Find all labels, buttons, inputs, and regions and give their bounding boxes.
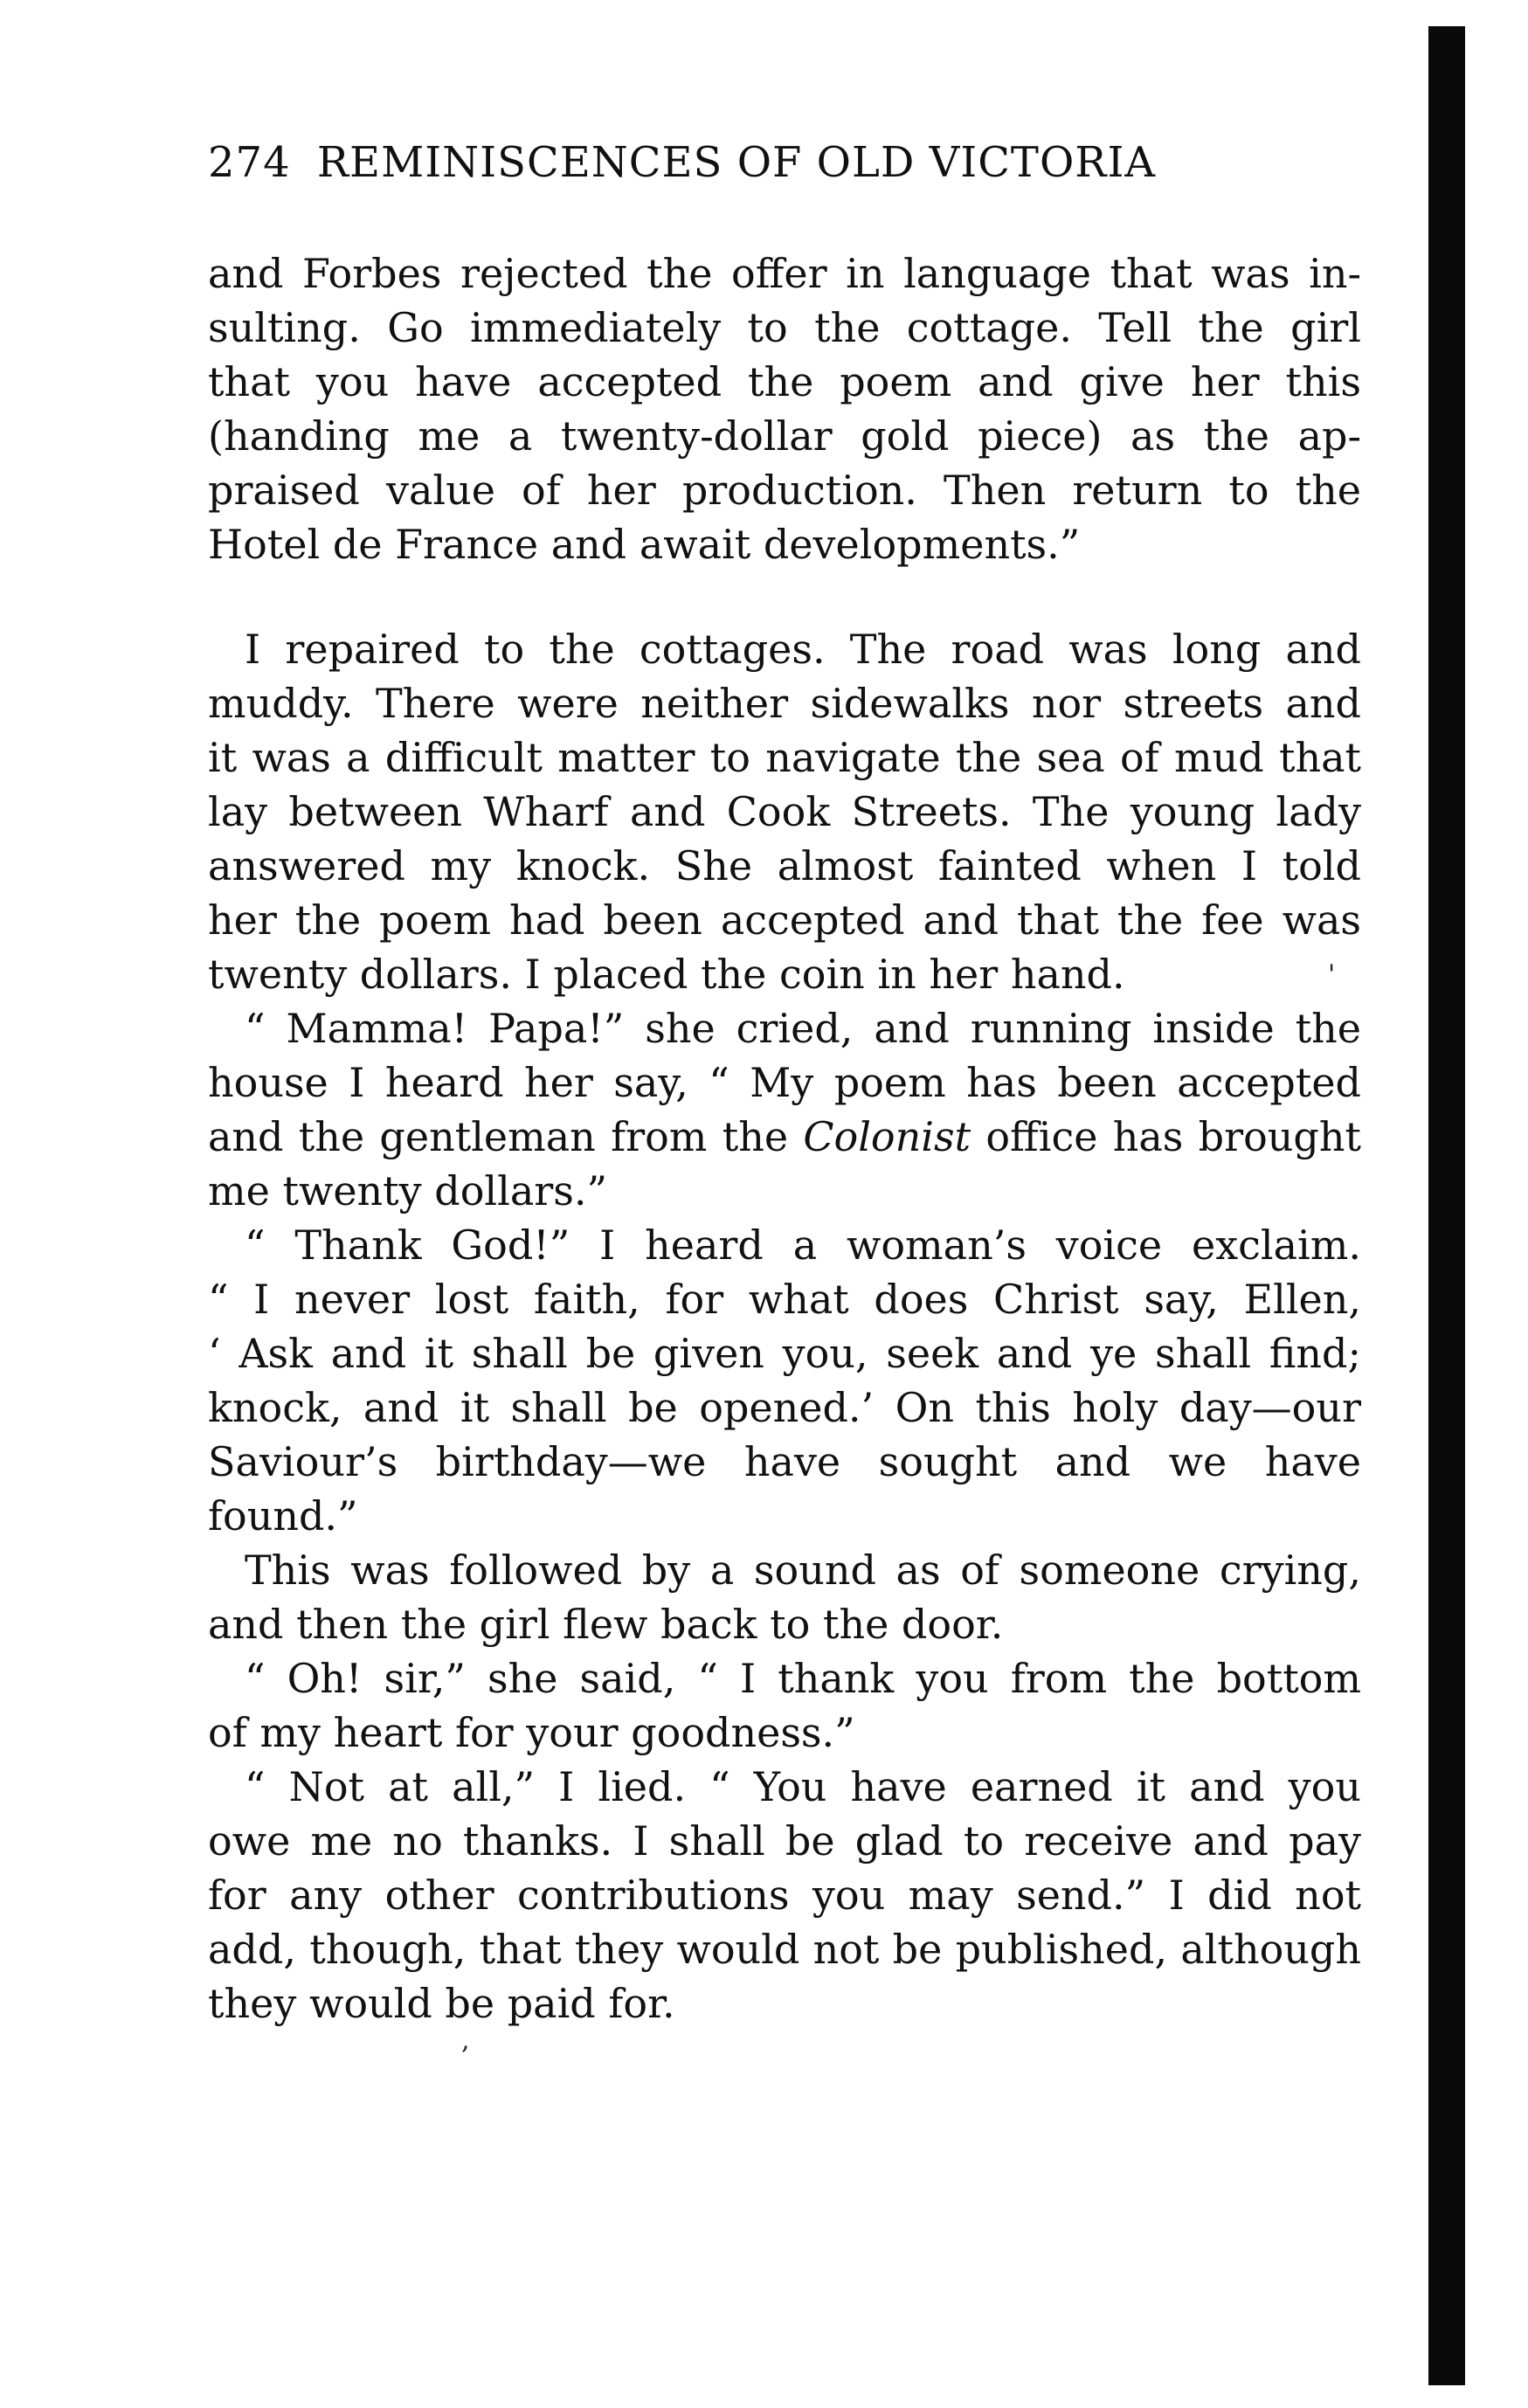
text-line: it was a difficult matter to navigate the sea of mud that xyxy=(208,734,1361,781)
text-line: praised value of her production. Then return to the xyxy=(208,467,1361,514)
text-line: This was followed by a sound as of someone crying, xyxy=(245,1547,1361,1594)
text-line: (handing me a twenty-dollar gold piece) as the ap- xyxy=(208,412,1361,460)
text-line: owe me no thanks. I shall be glad to receive and pay xyxy=(208,1817,1361,1865)
text-line: and then the girl flew back to the door. xyxy=(208,1601,1004,1648)
text-line: answered my knock. She almost fainted when I told xyxy=(208,842,1361,889)
text-line: Hotel de France and await developments.” xyxy=(208,521,1081,568)
text-line: house I heard her say, “ My poem has been accepted xyxy=(208,1059,1361,1106)
text-line: knock, and it shall be opened.’ On this holy day—our xyxy=(208,1384,1361,1431)
text-line: of my heart for your goodness.” xyxy=(208,1709,855,1756)
page-number: 274 xyxy=(208,138,291,187)
running-title: REMINISCENCES OF OLD VICTORIA xyxy=(316,138,1157,187)
text-line: muddy. There were neither sidewalks nor streets and xyxy=(208,680,1361,727)
text-line: they would be paid for. xyxy=(208,1980,675,2027)
text-line: that you have accepted the poem and give her this xyxy=(208,358,1361,405)
newspaper-title: Colonist xyxy=(803,1113,971,1160)
text-line: her the poem had been accepted and that the fee was xyxy=(208,896,1361,944)
running-header xyxy=(208,138,1370,187)
stray-print-mark: ' xyxy=(1328,959,1336,990)
stray-print-mark: , xyxy=(461,2025,470,2056)
section-break xyxy=(208,571,1361,622)
text-line: found.” xyxy=(208,1492,358,1540)
body-text xyxy=(208,246,1361,2031)
text-line: “ Not at all,” I lied. “ You have earned it and you xyxy=(245,1763,1361,1810)
text-line xyxy=(208,1110,1361,1164)
binding-edge-shadow xyxy=(1428,26,1465,2385)
text-segment: and the gentleman from the xyxy=(208,1113,804,1160)
text-line: lay between Wharf and Cook Streets. The young lady xyxy=(208,788,1361,835)
text-line: me twenty dollars.” xyxy=(208,1167,607,1214)
text-line: add, though, that they would not be published, although xyxy=(208,1926,1361,1973)
text-line: “ Thank God!” I heard a woman’s voice exclaim. xyxy=(245,1221,1361,1269)
text-line: for any other contributions you may send.” I did not xyxy=(208,1872,1361,1919)
text-segment: office has brought xyxy=(971,1113,1361,1160)
text-line: Saviour’s birthday—we have sought and we have xyxy=(208,1438,1361,1485)
text-line: sulting. Go immediately to the cottage. Tell the girl xyxy=(208,304,1361,351)
text-line: and Forbes rejected the offer in language that was in- xyxy=(208,250,1361,297)
text-line: “ Oh! sir,” she said, “ I thank you from the bottom xyxy=(245,1655,1361,1702)
text-line: twenty dollars. I placed the coin in her hand. xyxy=(208,951,1125,998)
text-line: “ I never lost faith, for what does Christ say, Ellen, xyxy=(208,1276,1361,1323)
text-line: I repaired to the cottages. The road was long and xyxy=(245,626,1361,673)
text-line: “ Mamma! Papa!” she cried, and running inside the xyxy=(245,1005,1361,1052)
text-line: ‘ Ask and it shall be given you, seek and ye shall find; xyxy=(208,1330,1361,1377)
